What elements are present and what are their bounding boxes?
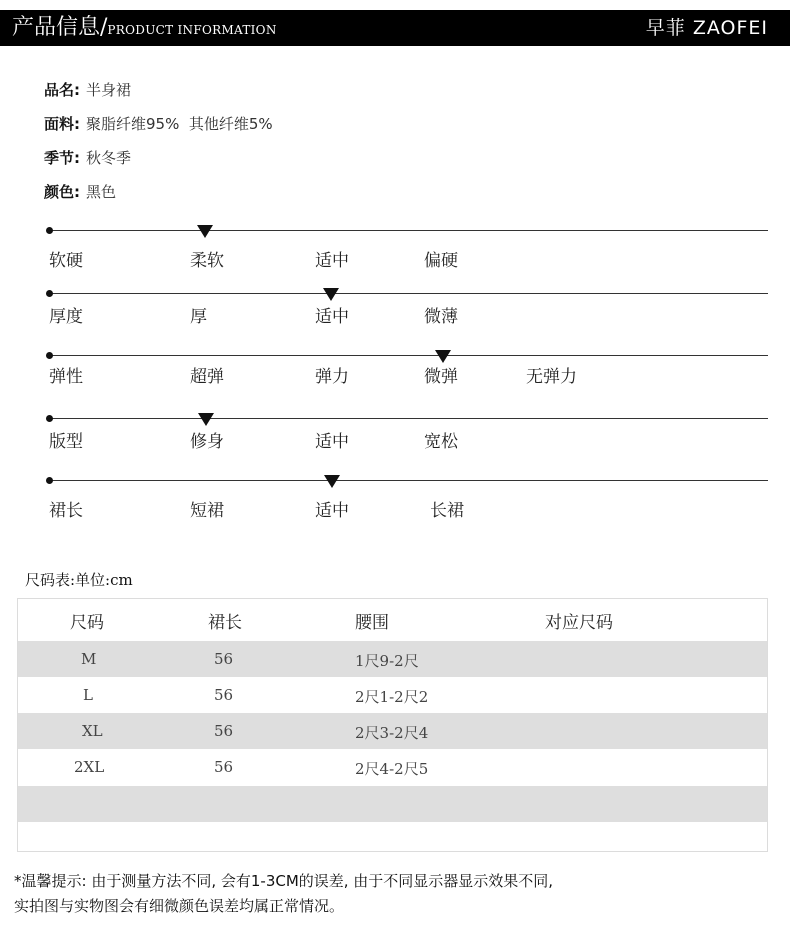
table-header-row — [18, 599, 767, 641]
scale-thickness-marker — [323, 288, 339, 301]
info-value: 秋冬季 — [86, 149, 132, 167]
info-value: 黑色 — [86, 183, 117, 201]
table-cell-size: L — [83, 686, 93, 704]
brand-name: 早菲 ZAOFEI — [645, 17, 768, 39]
table-cell-size: 2XL — [74, 758, 105, 776]
info-fabric-row — [44, 114, 273, 134]
info-value: 聚脂纤维95% 其他纤维5% — [86, 115, 273, 133]
scale-start-dot — [46, 227, 53, 234]
info-value: 半身裙 — [86, 81, 132, 99]
scale-option: 适中 — [315, 251, 349, 271]
scale-length-marker — [324, 475, 340, 488]
table-cell-waist: 2尺1-2尺2 — [355, 688, 429, 706]
note-line-2: 实拍图与实物图会有细微颜色误差均属正常情况。 — [14, 897, 345, 915]
table-row — [18, 641, 767, 677]
info-key: 季节: — [44, 149, 80, 167]
table-header-cell: 腰围 — [355, 613, 389, 633]
scale-start-dot — [46, 477, 53, 484]
scale-option: 长裙 — [430, 501, 464, 521]
info-key: 颜色: — [44, 183, 80, 201]
scale-option: 微弹 — [424, 367, 458, 387]
scale-start-dot — [46, 352, 53, 359]
scale-option: 偏硬 — [424, 251, 458, 271]
info-key: 品名: — [44, 81, 80, 99]
table-cell-length: 56 — [214, 686, 234, 704]
note-line-1: *温馨提示: 由于测量方法不同, 会有1-3CM的误差, 由于不同显示器显示效果不同, — [14, 872, 554, 890]
table-header-cell: 对应尺码 — [545, 613, 613, 633]
scale-start-dot — [46, 415, 53, 422]
size-table-title: 尺码表:单位:cm — [25, 571, 133, 589]
table-cell-length: 56 — [214, 650, 234, 668]
table-row — [18, 713, 767, 749]
info-name-row — [44, 80, 131, 100]
scale-option: 修身 — [190, 432, 224, 452]
scale-option: 超弹 — [190, 367, 224, 387]
table-row — [18, 749, 767, 786]
header-title-cn: 产品信息/ — [12, 15, 108, 40]
table-cell-length: 56 — [214, 722, 234, 740]
table-cell-size: M — [81, 650, 97, 668]
scale-option: 适中 — [315, 307, 349, 327]
scale-option: 宽松 — [424, 432, 458, 452]
scale-softness-marker — [197, 225, 213, 238]
scale-elasticity-line — [48, 355, 768, 356]
scale-elasticity-label: 弹性 — [49, 367, 83, 387]
table-cell-waist: 2尺3-2尺4 — [355, 724, 429, 742]
size-table — [17, 598, 768, 852]
scale-softness-line — [48, 230, 768, 231]
scale-option: 微薄 — [424, 307, 458, 327]
scale-start-dot — [46, 290, 53, 297]
table-row — [18, 677, 767, 713]
scale-option: 弹力 — [315, 367, 349, 387]
table-header-cell: 裙长 — [208, 613, 242, 633]
table-header-cell: 尺码 — [70, 613, 104, 633]
scale-option: 厚 — [190, 307, 207, 327]
header-title — [12, 14, 277, 44]
scale-thickness-line — [48, 293, 768, 294]
table-cell-length: 56 — [214, 758, 234, 776]
scale-fit-marker — [198, 413, 214, 426]
scale-length-line — [48, 480, 768, 481]
info-key: 面料: — [44, 115, 80, 133]
table-cell-waist: 1尺9-2尺 — [355, 652, 419, 670]
scale-elasticity-marker — [435, 350, 451, 363]
scale-option: 适中 — [315, 432, 349, 452]
table-row-empty — [18, 786, 767, 822]
scale-length-label: 裙长 — [49, 501, 83, 521]
scale-thickness-label: 厚度 — [49, 307, 83, 327]
scale-option: 无弹力 — [526, 367, 577, 387]
scale-option: 柔软 — [190, 251, 224, 271]
scale-fit-label: 版型 — [49, 432, 83, 452]
scale-option: 短裙 — [190, 501, 224, 521]
info-season-row — [44, 148, 131, 168]
header-subtitle: PRODUCT INFORMATION — [107, 23, 277, 37]
header-bar — [0, 10, 790, 46]
table-cell-size: XL — [82, 722, 103, 740]
table-cell-waist: 2尺4-2尺5 — [355, 760, 429, 778]
scale-option: 适中 — [315, 501, 349, 521]
scale-softness-label: 软硬 — [49, 251, 83, 271]
info-color-row — [44, 182, 116, 202]
scale-fit-line — [48, 418, 768, 419]
